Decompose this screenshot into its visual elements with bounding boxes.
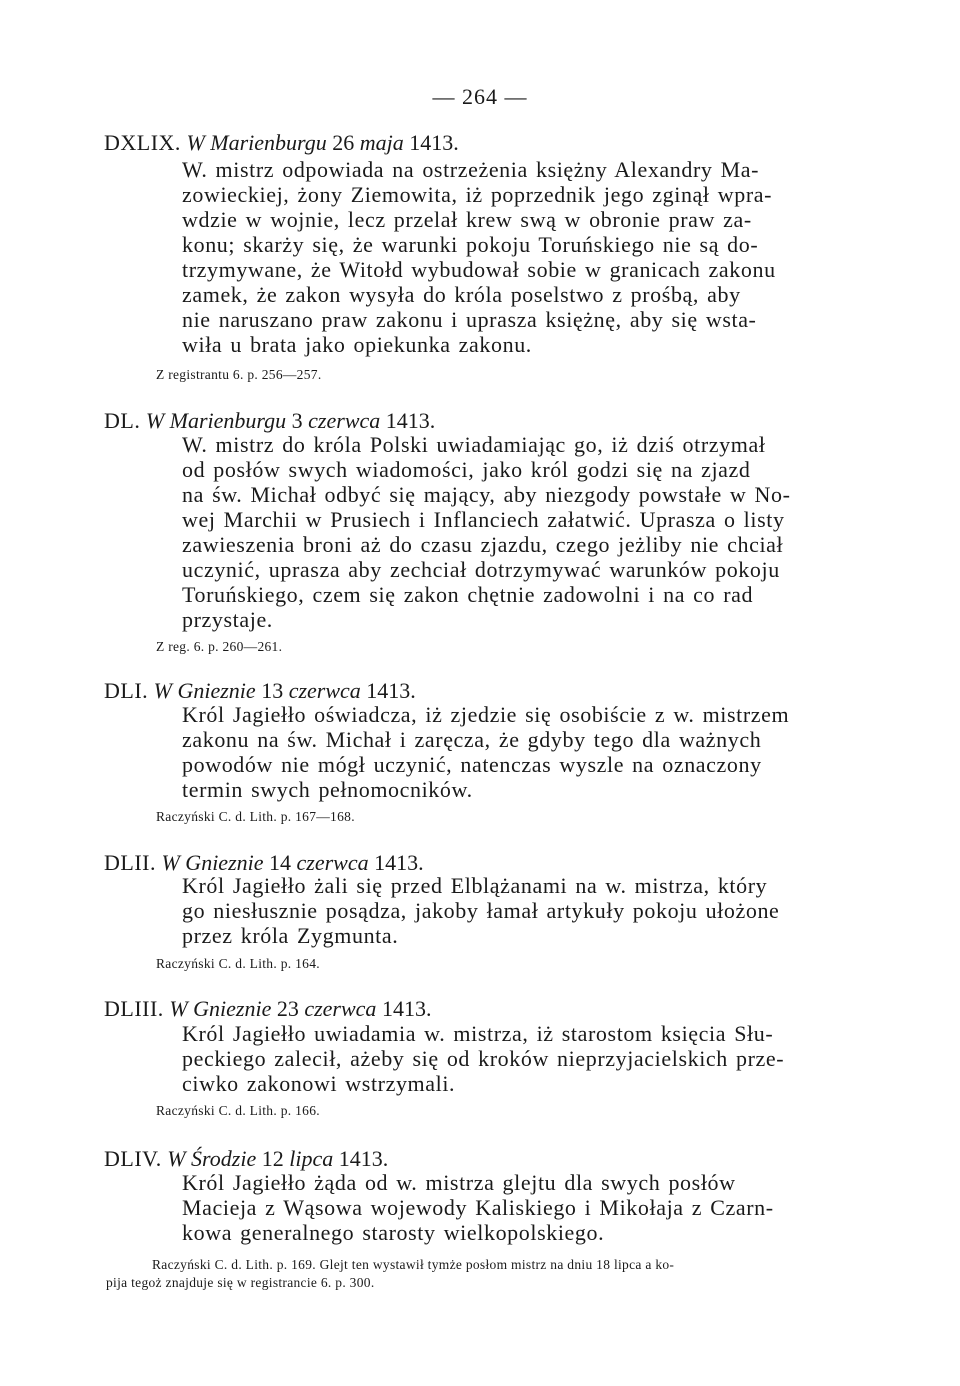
entry-day: 26 [332, 130, 355, 155]
entry-year: 1413. [385, 408, 436, 433]
entry-place: W Gnieznie [161, 850, 264, 875]
entry-month: lipca [289, 1146, 334, 1171]
entry-month: czerwca [296, 850, 369, 875]
entry-source [156, 366, 322, 384]
entry-day: 3 [291, 408, 303, 433]
entry-number: DL. [104, 408, 141, 433]
summary-line: przez króla Zygmunta. [182, 923, 399, 948]
entry-day: 13 [261, 678, 284, 703]
summary-line: Król Jagiełło żali się przed Elblążanami na w. mistrza, który [182, 873, 768, 898]
entry-source [106, 1256, 675, 1292]
entry-year: 1413. [366, 678, 416, 703]
page-number: — 264 — [432, 84, 528, 109]
entry-heading [104, 130, 459, 156]
entry-place: W Marienburgu [186, 130, 327, 155]
summary-line: ciwko zakonowi wstrzymali. [182, 1071, 456, 1096]
entry-source [156, 638, 282, 656]
entry-number: DLIV. [104, 1146, 162, 1171]
summary-line: W. mistrz odpowiada na ostrzeżenia księżny Alexandry Ma- [182, 157, 760, 182]
entry-month: czerwca [308, 408, 381, 433]
summary-line: zamek, że zakon wysyła do króla poselstwo z prośbą, aby [182, 282, 741, 307]
source-line: Raczyński C. d. Lith. p. 166. [156, 1103, 320, 1118]
source-line: Raczyński C. d. Lith. p. 164. [156, 956, 320, 971]
entry-summary [182, 432, 850, 632]
entry-year: 1413. [374, 850, 424, 875]
entry-place: W Marienburgu [145, 408, 287, 433]
entry-summary [182, 873, 850, 948]
summary-line: Toruńskiego, czem się zakon chętnie zadowolni i na co rad [182, 582, 754, 607]
summary-line: Król Jagiełło uwiadamia w. mistrza, iż starostom księcia Słu- [182, 1021, 774, 1046]
summary-line: zowieckiej, żony Ziemowita, iż poprzednik jego zginął wpra- [182, 182, 773, 207]
entry-year: 1413. [381, 996, 432, 1021]
summary-line: Macieja z Wąsowa wojewody Kaliskiego i Mikołaja z Czarn- [182, 1195, 774, 1220]
entry-number: DXLIX. [104, 130, 181, 155]
entry-source [156, 955, 320, 973]
summary-line: W. mistrz do króla Polski uwiadamiając go, iż dziś otrzymał [182, 432, 766, 457]
entry-source [156, 1102, 320, 1120]
summary-line: Król Jagiełło oświadcza, iż zjedzie się osobiście z w. mistrzem [182, 702, 790, 727]
summary-line: nie naruszano praw zakonu i uprasza księżnę, aby się wsta- [182, 307, 757, 332]
entry-day: 12 [261, 1146, 284, 1171]
entry-place: W Środzie [167, 1146, 257, 1171]
entry-year: 1413. [338, 1146, 389, 1171]
summary-line: zawieszenia broni aż do czasu zjazdu, czego jeżliby nie chciał [182, 532, 784, 557]
entry-month: maja [359, 130, 404, 155]
entry-month: czerwca [304, 996, 377, 1021]
summary-line: termin swych pełnomocników. [182, 777, 473, 802]
entry-number: DLII. [104, 850, 156, 875]
entry-year: 1413. [409, 130, 459, 155]
summary-line: peckiego zalecił, ażeby się od kroków nieprzyjacielskich prze- [182, 1046, 785, 1071]
source-line: Raczyński C. d. Lith. p. 169. Glejt ten wystawił tymże posłom mistrz na dniu 18 lipca a ko- [152, 1257, 675, 1272]
entry-heading [104, 1146, 388, 1172]
entry-summary [182, 702, 850, 802]
entry-heading [104, 996, 431, 1022]
summary-line: powodów nie mógł uczynić, natenczas wyszle na oznaczony [182, 752, 762, 777]
summary-line: wiła u brata jako opiekunka zakonu. [182, 332, 532, 357]
summary-line: kowa generalnego starosty wielkopolskiego. [182, 1220, 605, 1245]
entry-summary [182, 157, 850, 357]
entry-source [156, 808, 355, 826]
entry-place: W Gnieznie [169, 996, 272, 1021]
entry-month: czerwca [288, 678, 361, 703]
summary-line: uczynić, uprasza aby zechciał dotrzymywać warunków pokoju [182, 557, 780, 582]
source-line: pija tegoż znajduje się w registrancie 6. p. 300. [106, 1275, 375, 1290]
source-line: Z reg. 6. p. 260—261. [156, 639, 283, 654]
summary-line: konu; skarży się, że warunki pokoju Toruńskiego nie są do- [182, 232, 759, 257]
summary-line: zakonu na św. Michał i zaręcza, że gdyby tego dla ważnych [182, 727, 762, 752]
entry-place: W Gnieznie [153, 678, 256, 703]
summary-line: na św. Michał odbyć się mający, aby niezgody powstałe w No- [182, 482, 791, 507]
entry-day: 14 [269, 850, 292, 875]
entry-summary [182, 1021, 850, 1096]
summary-line: wej Marchii w Prusiech i Inflanciech załatwić. Uprasza o listy [182, 507, 785, 532]
source-line: Z registrantu 6. p. 256—257. [156, 367, 322, 382]
summary-line: trzymywane, że Witołd wybudował sobie w granicach zakonu [182, 257, 776, 282]
entry-heading [104, 678, 416, 704]
summary-line: od posłów swych wiadomości, jako król godzi się na zjazd [182, 457, 751, 482]
summary-line: wdzie w wojnie, lecz przelał krew swą w obronie praw za- [182, 207, 752, 232]
summary-line: go niesłusznie posądza, jakoby łamał artykuły pokoju ułożone [182, 898, 780, 923]
entry-summary [182, 1170, 850, 1245]
summary-line: przystaje. [182, 607, 273, 632]
entry-number: DLI. [104, 678, 149, 703]
summary-line: Król Jagiełło żąda od w. mistrza glejtu dla swych posłów [182, 1170, 736, 1195]
source-line: Raczyński C. d. Lith. p. 167—168. [156, 809, 355, 824]
entry-number: DLIII. [104, 996, 164, 1021]
entry-heading [104, 408, 435, 434]
entry-day: 23 [276, 996, 299, 1021]
